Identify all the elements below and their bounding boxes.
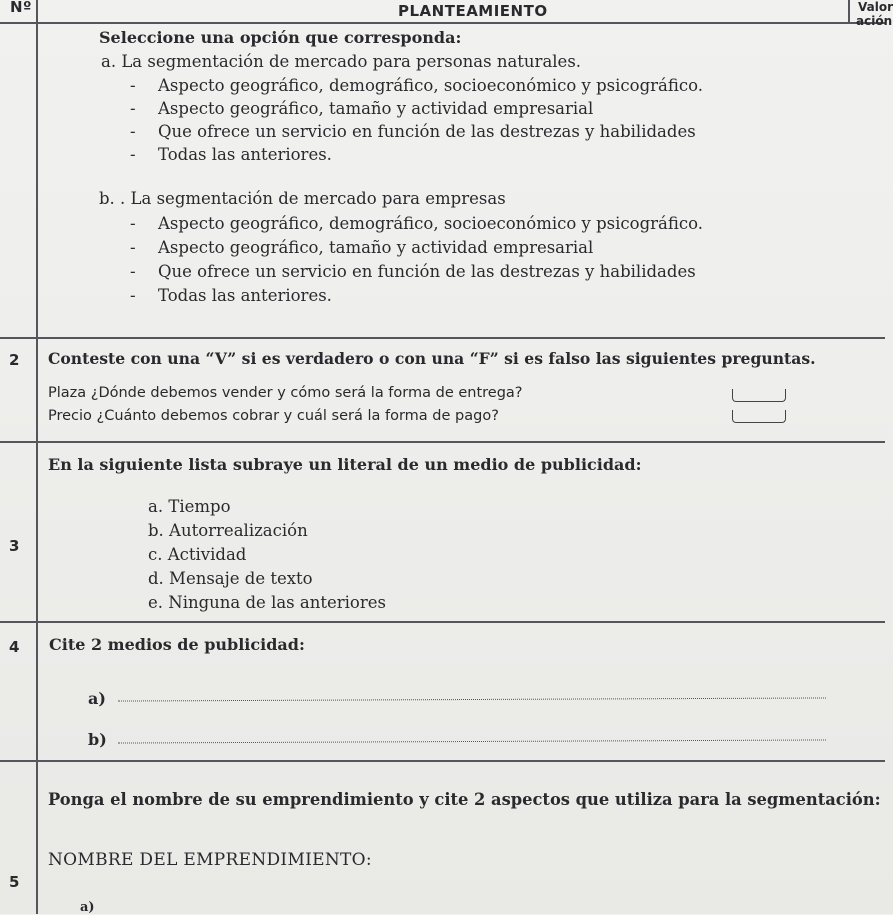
q4-prompt: Cite 2 medios de publicidad: bbox=[49, 635, 305, 654]
q1b-option-4: Todas las anteriores. bbox=[158, 286, 332, 305]
q5-number: 5 bbox=[9, 873, 20, 891]
q1a-dash-2: - bbox=[130, 99, 136, 118]
q1b-dash-1: - bbox=[130, 214, 136, 233]
header-number: Nº bbox=[10, 0, 33, 16]
q1a-dash-3: - bbox=[130, 122, 136, 141]
q2-answer-box-precio[interactable] bbox=[732, 410, 786, 423]
q1a-option-2: Aspecto geográfico, tamaño y actividad empresarial bbox=[158, 99, 594, 118]
row-divider-2-3 bbox=[0, 441, 885, 443]
q4-blank-a-line[interactable] bbox=[118, 697, 826, 701]
q1a-dash-1: - bbox=[130, 76, 136, 95]
q3-option-e[interactable]: e. Ninguna de las anteriores bbox=[148, 593, 386, 612]
q3-number: 3 bbox=[9, 537, 20, 555]
q2-statement-plaza: Plaza ¿Dónde debemos vender y cómo será la forma de entrega? bbox=[48, 385, 523, 401]
row-divider-3-4 bbox=[0, 621, 885, 623]
q5-prompt: Ponga el nombre de su emprendimiento y cite 2 aspectos que utiliza para la segmentación: bbox=[48, 790, 881, 809]
q3-option-c[interactable]: c. Actividad bbox=[148, 545, 247, 564]
q4-blank-a-label: a) bbox=[88, 689, 106, 708]
q1b-dash-4: - bbox=[130, 286, 136, 305]
q1b-option-1: Aspecto geográfico, demográfico, socioeconómico y psicográfico. bbox=[158, 214, 704, 233]
q2-statement-precio: Precio ¿Cuánto debemos cobrar y cuál será la forma de pago? bbox=[48, 408, 499, 424]
row-divider-1-2 bbox=[0, 337, 885, 339]
q1b-option-3: Que ofrece un servicio en función de las destrezas y habilidades bbox=[158, 262, 696, 281]
q1-prompt: Seleccione una opción que corresponda: bbox=[99, 28, 462, 47]
q2-prompt: Conteste con una “V” si es verdadero o con una “F” si es falso las siguientes preguntas. bbox=[48, 349, 816, 368]
q1a-option-4: Todas las anteriores. bbox=[158, 145, 332, 164]
header-planteamiento: PLANTEAMIENTO bbox=[398, 2, 548, 20]
q1-part-b-title: b. . La segmentación de mercado para empresas bbox=[99, 189, 506, 208]
q4-blank-b-label: b) bbox=[88, 730, 107, 749]
q1b-dash-2: - bbox=[130, 238, 136, 257]
q1a-dash-4: - bbox=[130, 145, 136, 164]
q1a-option-3: Que ofrece un servicio en función de las destrezas y habilidades bbox=[158, 122, 696, 141]
q4-number: 4 bbox=[9, 638, 20, 656]
header-bottom-border bbox=[0, 22, 885, 24]
column-divider-valor bbox=[848, 0, 850, 22]
header-valor: Valor bbox=[858, 0, 893, 14]
q3-option-d[interactable]: d. Mensaje de texto bbox=[148, 569, 313, 588]
q3-option-a[interactable]: a. Tiempo bbox=[148, 497, 231, 516]
q5-next-item-label: a) bbox=[80, 900, 95, 915]
q3-prompt: En la siguiente lista subraye un literal de un medio de publicidad: bbox=[48, 455, 642, 474]
q1a-option-1: Aspecto geográfico, demográfico, socioeconómico y psicográfico. bbox=[158, 76, 704, 95]
q1-part-a-title: a. La segmentación de mercado para personas naturales. bbox=[101, 52, 582, 71]
row-divider-4-5 bbox=[0, 760, 885, 762]
q3-option-b[interactable]: b. Autorrealización bbox=[148, 521, 308, 540]
header-valoracion: ación bbox=[856, 14, 893, 28]
q2-answer-box-plaza[interactable] bbox=[732, 389, 786, 402]
column-divider-number bbox=[36, 0, 38, 914]
q4-blank-b-line[interactable] bbox=[118, 739, 826, 743]
q1b-dash-3: - bbox=[130, 262, 136, 281]
q2-number: 2 bbox=[9, 351, 20, 369]
q1b-option-2: Aspecto geográfico, tamaño y actividad empresarial bbox=[158, 238, 594, 257]
q5-field-label: NOMBRE DEL EMPRENDIMIENTO: bbox=[48, 850, 372, 870]
